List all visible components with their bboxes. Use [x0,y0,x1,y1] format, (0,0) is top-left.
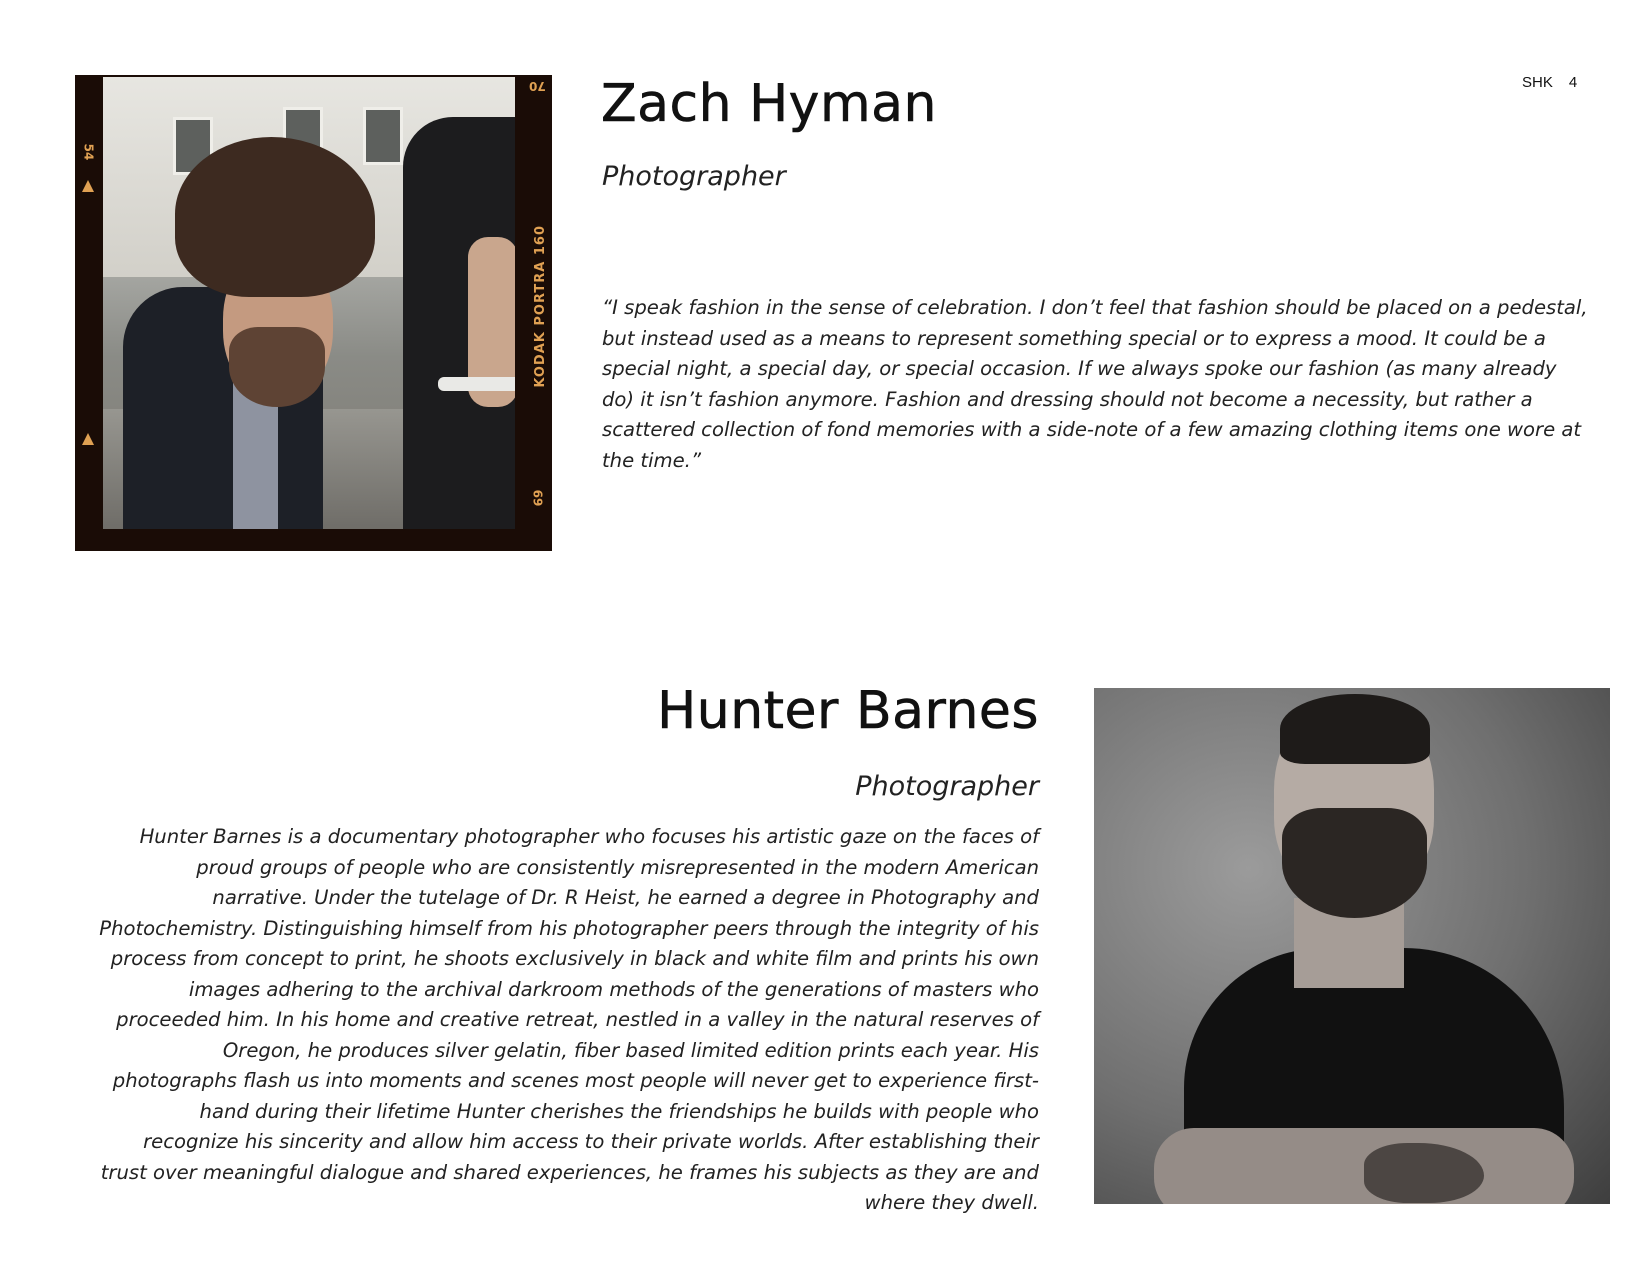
film-frame-number-left: 54 [81,143,96,161]
profile-name: Zach Hyman [601,74,937,134]
page-number: 4 [1568,74,1578,91]
photo-image-area [103,77,515,529]
profile-bio: Hunter Barnes is a documentary photographer who focuses his artistic gaze on the faces of proud groups of people who are consistently misrepresented in the modern American narrative. Under the tutelage of Dr. R Heist, he earned a degree in Photography and Photochemistry. Distinguishing himself from his photographer peers through the integrity of his process from concept to print, he shoots exclusively in black and white film and prints his own images adhering to the archival darkroom methods of the generations of masters who proceeded him. In his home and creative retreat, nestled in a valley in the natural reserves of Oregon, he produces silver gelatin, fiber based limited edition prints each year. His photographs flash us into moments and scenes most people will never get to experience first-hand during their lifetime Hunter cherishes the friendships he builds with people who recognize his sincerity and allow him access to their private worlds. After establishing their trust over meaningful dialogue and shared experiences, he frames his subjects as they are and where they dwell. [99,825,1039,1214]
film-edge-text: KODAK PORTRA 160 [533,225,548,388]
hunter-barnes-photo [1094,688,1610,1204]
profile-role: Photographer [602,161,786,192]
page-header [1522,74,1577,91]
man-hair [175,137,375,297]
portrait-hair [1280,694,1430,764]
portrait-beard [1282,808,1427,918]
film-frame-number-top: 70 [529,79,546,93]
apron-strings [438,377,515,391]
profile-name: Hunter Barnes [657,681,1039,741]
man-beard [229,327,325,407]
publication-label: SHK [1522,74,1553,91]
film-frame-number-bottom: 69 [530,489,545,507]
profile-quote: “I speak fashion in the sense of celebration. I don’t feel that fashion should be placed on a pedestal, but instead used as a means to represent something special or to express a mood. It could be a special night, a special day, or special occasion. If we always spoke our fashion (as many already do) it isn’t fashion anymore. Fashion and dressing should not become a necessity, but rather a scattered collection of fond memories with a side-note of a few amazing clothing items one wore at the time.” [602,296,1588,472]
film-arrow-icon [82,433,94,445]
film-arrow-icon [82,180,94,192]
zach-hyman-photo [75,75,552,551]
window [363,107,403,165]
profile-role: Photographer [855,771,1039,802]
